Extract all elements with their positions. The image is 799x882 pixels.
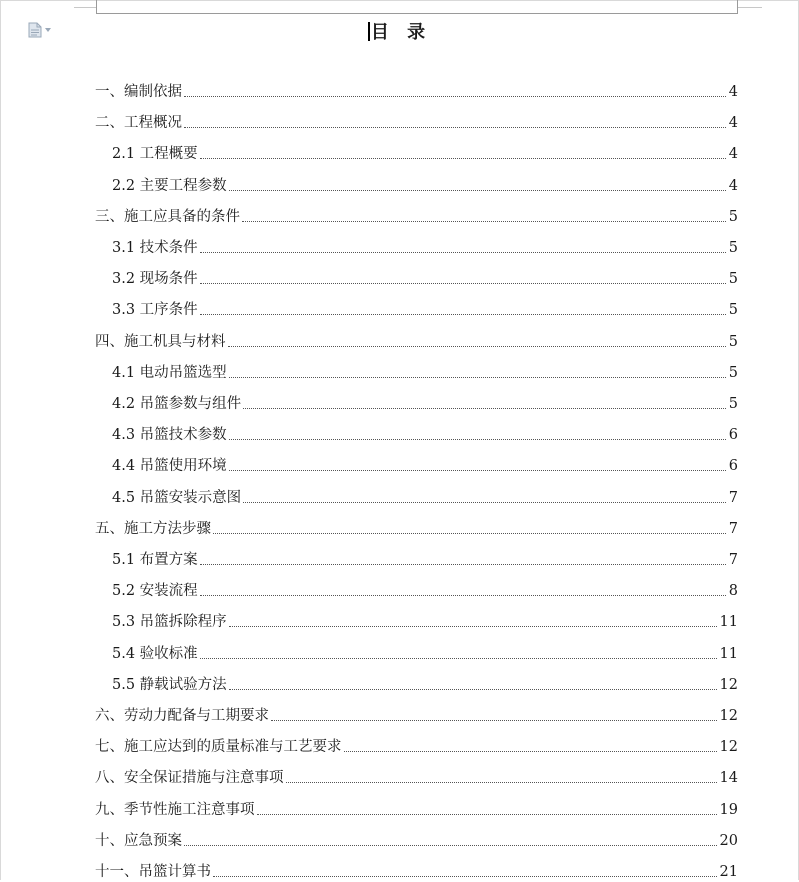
toc-entry-label: 七、施工应达到的质量标准与工艺要求 bbox=[95, 739, 342, 756]
margin-guide-left bbox=[96, 0, 97, 14]
toc-entry-label: 十一、吊篮计算书 bbox=[95, 864, 211, 880]
toc-entry[interactable] bbox=[95, 82, 738, 102]
toc-leader-dots bbox=[200, 594, 726, 596]
toc-leader-dots bbox=[271, 719, 717, 721]
toc-entry-page-number: 6 bbox=[728, 458, 738, 475]
toc-entry-label: 5.1 布置方案 bbox=[112, 552, 198, 568]
toc-entry-label: 九、季节性施工注意事项 bbox=[95, 801, 255, 818]
toc-leader-dots bbox=[200, 282, 726, 284]
toc-leader-dots bbox=[344, 750, 717, 752]
toc-entry-label: 4.1 电动吊篮选型 bbox=[112, 364, 227, 381]
toc-entry-page-number: 5 bbox=[728, 396, 738, 412]
toc-entry[interactable] bbox=[95, 332, 738, 352]
toc-entry-page-number: 5 bbox=[728, 333, 738, 350]
toc-entry[interactable] bbox=[112, 675, 738, 695]
toc-entry-label: 5.3 吊篮拆除程序 bbox=[112, 614, 227, 631]
toc-entry[interactable] bbox=[95, 831, 738, 851]
toc-entry-page-number: 5 bbox=[728, 240, 738, 256]
toc-entry-label: 一、编制依据 bbox=[95, 84, 182, 100]
toc-leader-dots bbox=[200, 251, 726, 253]
toc-entry-label: 4.2 吊篮参数与组件 bbox=[112, 396, 242, 412]
toc-leader-dots bbox=[257, 813, 717, 815]
toc-entry-label: 二、工程概况 bbox=[95, 115, 182, 132]
toc-entry-page-number: 19 bbox=[719, 801, 738, 818]
toc-entry[interactable] bbox=[112, 612, 738, 632]
toc-entry-page-number: 7 bbox=[728, 489, 738, 506]
toc-entry-label: 5.4 验收标准 bbox=[112, 645, 198, 662]
toc-leader-dots bbox=[213, 875, 717, 877]
toc-entry-label: 5.5 静载试验方法 bbox=[112, 676, 227, 693]
toc-entry[interactable] bbox=[112, 456, 738, 476]
toc-entry-page-number: 11 bbox=[719, 614, 738, 631]
toc-entry-page-number: 7 bbox=[728, 520, 738, 537]
toc-leader-dots bbox=[242, 220, 726, 222]
toc-leader-dots bbox=[213, 532, 726, 534]
toc-entry-label: 五、施工方法步骤 bbox=[95, 520, 211, 537]
toc-entry-page-number: 4 bbox=[728, 115, 738, 132]
toc-entry[interactable] bbox=[112, 425, 738, 445]
toc-entry-page-number: 5 bbox=[728, 208, 738, 225]
toc-entry[interactable] bbox=[95, 706, 738, 726]
toc-entry-page-number: 12 bbox=[719, 739, 738, 756]
toc-entry-label: 5.2 安装流程 bbox=[112, 583, 198, 600]
crop-mark-left bbox=[74, 7, 96, 8]
toc-entry-page-number: 21 bbox=[719, 864, 738, 880]
toc-entry-label: 六、劳动力配备与工期要求 bbox=[95, 708, 269, 724]
toc-entry[interactable] bbox=[112, 394, 738, 414]
toc-entry-page-number: 12 bbox=[719, 708, 738, 724]
toc-entry[interactable] bbox=[112, 581, 738, 601]
toc-entry-label: 4.5 吊篮安装示意图 bbox=[112, 489, 242, 506]
toc-entry-page-number: 5 bbox=[728, 302, 738, 319]
toc-entry[interactable] bbox=[95, 519, 738, 539]
toc-entry-page-number: 4 bbox=[728, 177, 738, 194]
toc-entry[interactable] bbox=[112, 238, 738, 258]
toc-entry[interactable] bbox=[112, 644, 738, 664]
toc-entry[interactable] bbox=[95, 113, 738, 133]
toc-entry-label: 4.4 吊篮使用环境 bbox=[112, 458, 227, 475]
toc-entry-page-number: 12 bbox=[719, 676, 738, 693]
toc-leader-dots bbox=[286, 781, 717, 783]
toc-entry[interactable] bbox=[95, 737, 738, 757]
toc-entry-label: 八、安全保证措施与注意事项 bbox=[95, 770, 284, 787]
text-cursor bbox=[368, 22, 370, 41]
toc-leader-dots bbox=[184, 95, 726, 97]
toc-entry-page-number: 14 bbox=[719, 770, 738, 787]
toc-entry-page-number: 5 bbox=[728, 271, 738, 288]
toc-entry[interactable] bbox=[112, 176, 738, 196]
toc-entry-label: 2.1 工程概要 bbox=[112, 146, 198, 163]
toc-entry-page-number: 6 bbox=[728, 427, 738, 444]
toc-entry-label: 三、施工应具备的条件 bbox=[95, 208, 240, 225]
margin-guide-top bbox=[97, 13, 737, 14]
toc-leader-dots bbox=[184, 844, 717, 846]
toc-entry[interactable] bbox=[112, 363, 738, 383]
toc-entry-page-number: 8 bbox=[728, 583, 738, 600]
toc-leader-dots bbox=[200, 563, 726, 565]
toc-entry[interactable] bbox=[95, 800, 738, 820]
toc-leader-dots bbox=[229, 625, 717, 627]
toc-leader-dots bbox=[229, 376, 726, 378]
toc-entry[interactable] bbox=[112, 300, 738, 320]
toc-entry-label: 四、施工机具与材料 bbox=[95, 333, 226, 350]
toc-leader-dots bbox=[200, 657, 717, 659]
toc-leader-dots bbox=[229, 438, 726, 440]
toc-entry-page-number: 20 bbox=[719, 832, 738, 849]
toc-entry[interactable] bbox=[95, 862, 738, 882]
toc-leader-dots bbox=[200, 313, 726, 315]
toc-entry-label: 3.3 工序条件 bbox=[112, 302, 198, 319]
toc-leader-dots bbox=[243, 501, 726, 503]
toc-entry[interactable] bbox=[112, 488, 738, 508]
crop-mark-right bbox=[738, 7, 762, 8]
toc-entry-label: 3.2 现场条件 bbox=[112, 271, 198, 288]
toc-leader-dots bbox=[200, 157, 726, 159]
toc-leader-dots bbox=[229, 469, 726, 471]
page-title bbox=[0, 18, 799, 44]
toc-entry[interactable] bbox=[112, 269, 738, 289]
title-text: 目 录 bbox=[370, 22, 432, 43]
toc-entry-page-number: 5 bbox=[728, 364, 738, 381]
toc-entry-page-number: 4 bbox=[728, 84, 738, 100]
toc-entry-label: 3.1 技术条件 bbox=[112, 240, 198, 256]
toc-leader-dots bbox=[228, 345, 726, 347]
toc-leader-dots bbox=[184, 126, 726, 128]
toc-entry[interactable] bbox=[112, 550, 738, 570]
toc-entry-page-number: 7 bbox=[728, 552, 738, 568]
toc-entry-label: 4.3 吊篮技术参数 bbox=[112, 427, 227, 444]
toc-leader-dots bbox=[229, 189, 726, 191]
toc-entry-page-number: 11 bbox=[719, 645, 738, 662]
toc-entry-label: 十、应急预案 bbox=[95, 832, 182, 849]
toc-entry[interactable] bbox=[95, 207, 738, 227]
toc-entry[interactable] bbox=[95, 768, 738, 788]
toc-entry-page-number: 4 bbox=[728, 146, 738, 163]
toc-entry-label: 2.2 主要工程参数 bbox=[112, 177, 227, 194]
toc-leader-dots bbox=[243, 407, 726, 409]
toc-entry[interactable] bbox=[112, 144, 738, 164]
toc-leader-dots bbox=[229, 688, 717, 690]
